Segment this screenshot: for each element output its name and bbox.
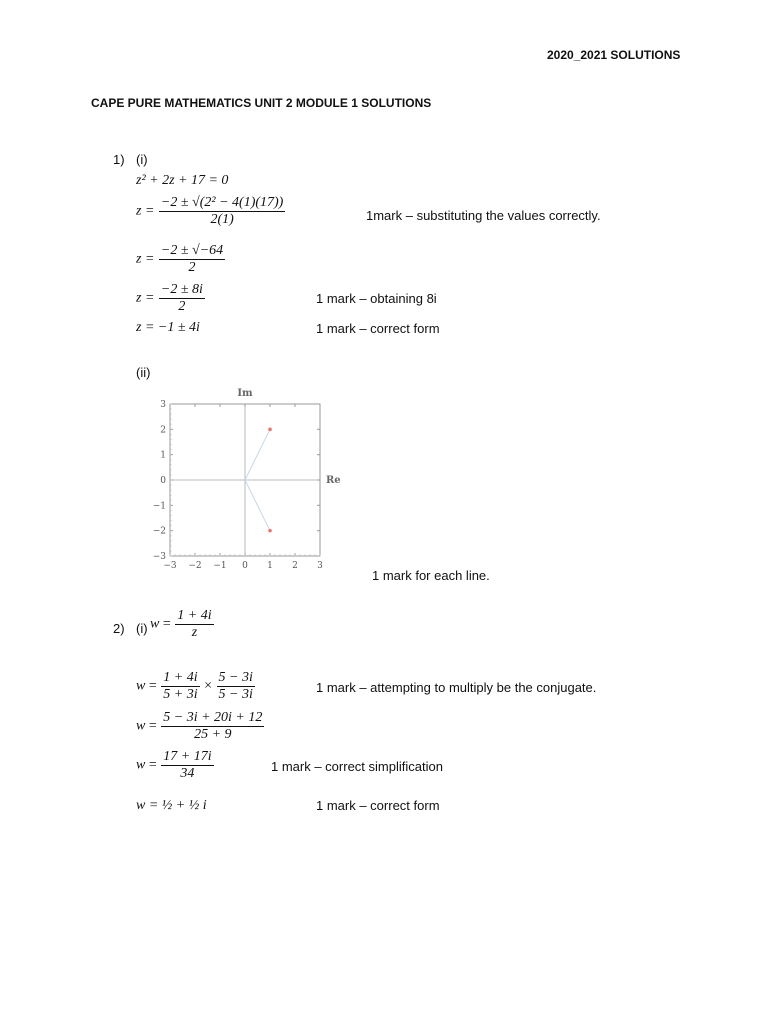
- data-point: [268, 529, 272, 533]
- q2-eq3-numerator: 17 + 17i: [163, 749, 212, 764]
- q2-equation-0: [150, 608, 215, 641]
- q1-equation-5: z = −1 ± 4i: [136, 320, 200, 335]
- q1-eq4-denominator: 2: [178, 299, 186, 314]
- q2-eq2-lhs: w =: [136, 718, 157, 734]
- x-tick-label: 0: [242, 561, 248, 571]
- q1-mark-4: 1 mark for each line.: [372, 568, 490, 583]
- q2-eq0-denominator: z: [191, 625, 198, 640]
- q2-eq2-fraction: [161, 710, 264, 743]
- q1-mark-1: 1mark – substituting the values correctly.: [366, 208, 601, 223]
- q2-number: 2): [113, 621, 125, 636]
- q2-eq1-fraction-a: [161, 670, 199, 703]
- x-axis-label: Re: [326, 475, 341, 486]
- q2-eq1-times: ×: [204, 678, 212, 694]
- page-title: CAPE PURE MATHEMATICS UNIT 2 MODULE 1 SOLUTIONS: [91, 96, 432, 110]
- q2-eq0-lhs: w =: [150, 616, 171, 632]
- data-point: [268, 428, 272, 432]
- q1-mark-2: 1 mark – obtaining 8i: [316, 291, 437, 306]
- q1-equation-2: [136, 195, 286, 228]
- q2-eq3-lhs: w =: [136, 757, 157, 773]
- q1-eq3-fraction: [159, 243, 225, 276]
- y-tick-label: −3: [152, 552, 166, 562]
- vector-line: [245, 480, 270, 531]
- q2-eq1-fraction-b: [217, 670, 255, 703]
- q2-eq1-denominator-b: 5 − 3i: [218, 687, 253, 702]
- q2-equation-4: w = ½ + ½ i: [136, 798, 207, 813]
- q2-eq3-denominator: 34: [180, 766, 195, 781]
- q2-eq3-fraction: [161, 749, 213, 782]
- q2-mark-1: 1 mark – attempting to multiply be the conjugate.: [316, 680, 597, 695]
- q1-part-ii: (ii): [136, 365, 151, 380]
- page-header-right: 2020_2021 SOLUTIONS: [547, 48, 681, 62]
- q2-equation-3: [136, 749, 215, 782]
- y-tick-label: −2: [152, 526, 166, 537]
- q1-eq2-lhs: z =: [136, 203, 155, 219]
- y-tick-label: 2: [160, 425, 166, 436]
- argand-diagram: [140, 384, 350, 574]
- q2-eq1-lhs: w =: [136, 678, 157, 694]
- q1-eq3-denominator: 2: [188, 260, 196, 275]
- q2-eq1-numerator-b: 5 − 3i: [218, 670, 253, 685]
- q1-eq1-text: z² + 2z + 17 = 0: [136, 173, 229, 188]
- q2-mark-2: 1 mark – correct simplification: [271, 759, 443, 774]
- x-tick-label: 3: [317, 561, 323, 571]
- q2-eq2-numerator: 5 − 3i + 20i + 12: [163, 710, 263, 725]
- y-tick-label: 0: [160, 476, 166, 486]
- q2-eq2-denominator: 25 + 9: [194, 727, 232, 742]
- vector-line: [245, 429, 270, 480]
- q1-eq3-numerator: −2 ± √−64: [160, 243, 224, 258]
- q1-eq4-lhs: z =: [136, 290, 155, 306]
- y-tick-label: −1: [152, 501, 166, 512]
- q1-part-i: (i): [136, 152, 148, 167]
- q2-eq1-denominator-a: 5 + 3i: [163, 687, 198, 702]
- q1-eq4-numerator: −2 ± 8i: [160, 282, 203, 297]
- q1-eq4-fraction: [159, 282, 205, 315]
- q1-equation-4: [136, 282, 206, 315]
- q2-eq0-fraction: [175, 608, 213, 641]
- x-tick-label: 2: [292, 561, 298, 571]
- x-tick-label: −2: [188, 561, 202, 571]
- q2-mark-3: 1 mark – correct form: [316, 798, 440, 813]
- y-tick-label: 1: [160, 450, 166, 461]
- q1-mark-3: 1 mark – correct form: [316, 321, 440, 336]
- q1-eq3-lhs: z =: [136, 251, 155, 267]
- q1-eq2-denominator: 2(1): [210, 212, 234, 227]
- y-tick-label: 3: [160, 400, 166, 410]
- q2-equation-1: [136, 670, 256, 703]
- x-tick-label: 1: [267, 561, 273, 571]
- q2-eq1-numerator-a: 1 + 4i: [163, 670, 198, 685]
- q1-eq2-numerator: −2 ± √(2² − 4(1)(17)): [160, 195, 284, 210]
- q2-equation-2: [136, 710, 265, 743]
- q2-part-i: (i): [136, 621, 148, 636]
- q1-equation-3: [136, 243, 226, 276]
- q2-eq0-numerator: 1 + 4i: [177, 608, 212, 623]
- y-axis-label: Im: [237, 388, 253, 399]
- q1-eq2-fraction: [159, 195, 285, 228]
- q1-number: 1): [113, 152, 125, 167]
- q1-equation-1: [136, 173, 228, 189]
- x-tick-label: −1: [213, 561, 227, 571]
- x-tick-label: −3: [163, 561, 177, 571]
